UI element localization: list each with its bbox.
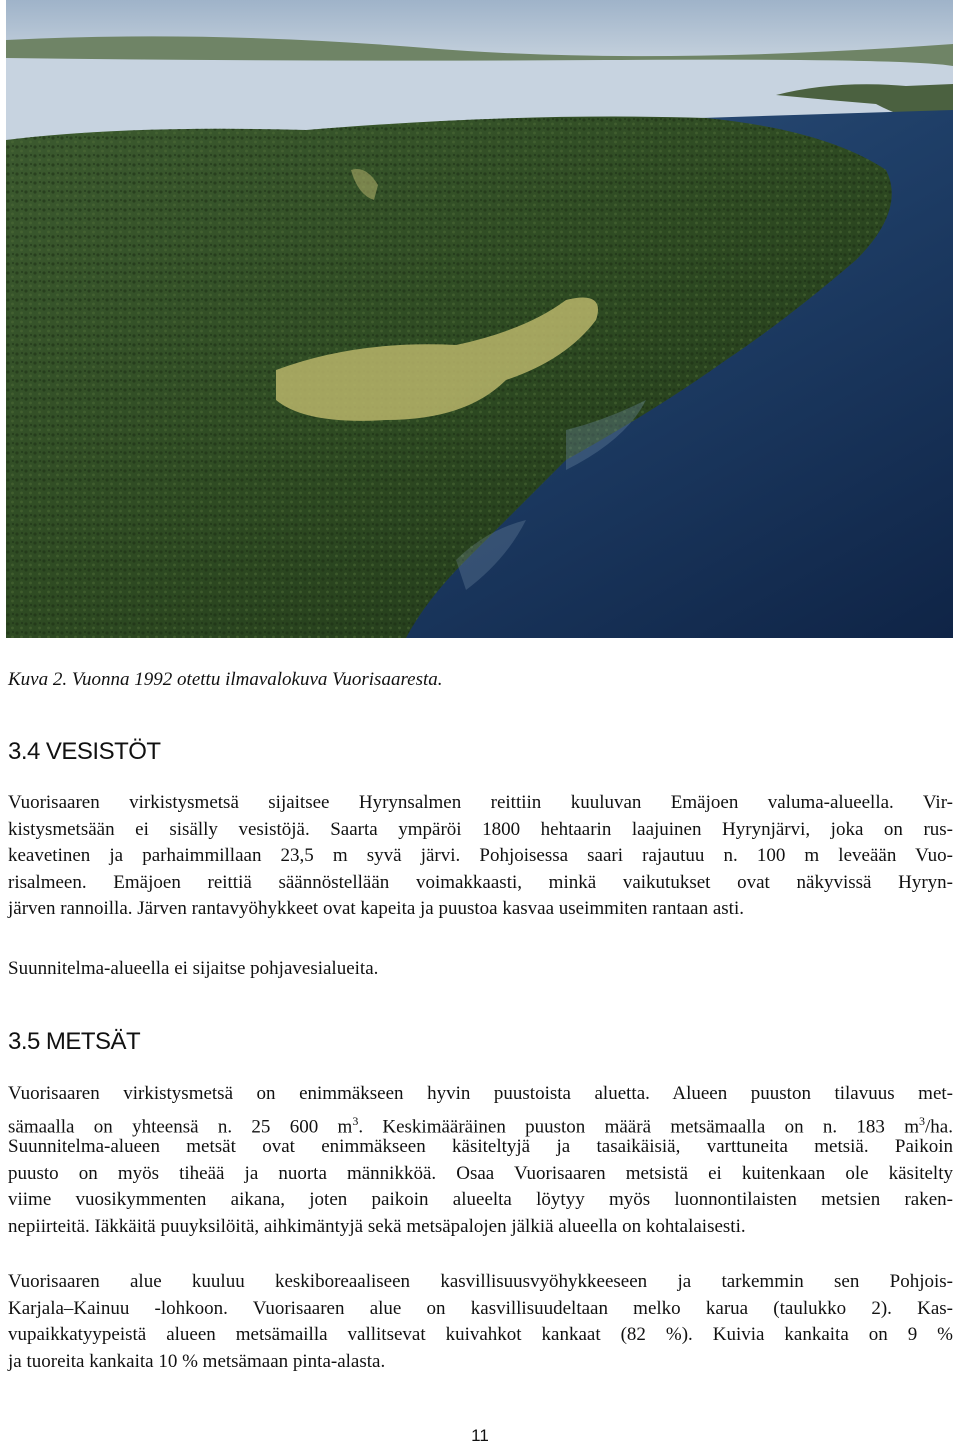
text-line: Suunnitelma-alueen metsät ovat enimmäkseen käsiteltyjä ja tasaikäisiä, varttuneita metsiä. Paikoin (8, 1136, 953, 1157)
text-line: Vuorisaaren virkistysmetsä sijaitsee Hyrynsalmen reittiin kuuluvan Emäjoen valuma-alueella. Vir- (8, 792, 953, 813)
text-line: järven rannoilla. Järven rantavyöhykkeet ovat kapeita ja puustoa kasvaa useimmiten rantaan asti. (8, 898, 744, 919)
text-line: puusto on myös tiheää ja nuorta männikköä. Osaa Vuorisaaren metsistä ei kuitenkaan ole käsitelty (8, 1162, 953, 1184)
text-line: vupaikkatyypeistä alueen metsämailla vallitsevat kuivahkot kankaat (82 %). Kuivia kankaita on 9 % (8, 1324, 953, 1345)
text-line (8, 1108, 953, 1135)
text-line: Karjala–Kainuu -lohkoon. Vuorisaaren alue on kasvillisuudeltaan melko karua (taulukko 2). Kas- (8, 1297, 953, 1319)
section-number: 3.5 (8, 1028, 40, 1055)
section-title: METSÄT (45, 1028, 141, 1055)
text-line: Vuorisaaren virkistysmetsä on enimmäkseen hyvin puustoista aluetta. Alueen puuston tilavuus met- (8, 1083, 953, 1104)
figure-caption: Kuva 2. Vuonna 1992 otettu ilmavalokuva Vuorisaaresta. (8, 669, 443, 690)
text-line: ja tuoreita kankaita 10 % metsämaan pinta-alasta. (8, 1350, 386, 1372)
paragraph-vesistot (8, 790, 953, 923)
text-line: keavetinen ja parhaimmillaan 23,5 m syvä järvi. Pohjoisessa saari rajautuu n. 100 m leveään Vuo- (8, 845, 953, 866)
text-line: viime vuosikymmenten aikana, joten paikoin alueelta löytyy myös luonnontilaisten metsien raken- (8, 1189, 953, 1210)
paragraph-metsat (8, 1081, 953, 1240)
section-heading-vesistot (8, 738, 161, 766)
section-title: VESISTÖT (45, 738, 161, 765)
text-line: Vuorisaaren alue kuuluu keskiboreaaliseen kasvillisuusvyöhykkeeseen ja tarkemmin sen Pohjois- (8, 1271, 953, 1292)
text-line: kistysmetsään ei sisälly vesistöjä. Saarta ympäröi 1800 hehtaarin laajuinen Hyrynjärvi, joka on rus- (8, 818, 953, 840)
section-heading-metsat (8, 1028, 140, 1056)
section-number: 3.4 (8, 738, 40, 765)
text-fragment: . Keskimääräinen puuston määrä metsämaalla on n. 183 m (358, 1115, 920, 1137)
paragraph-pohjavesi (8, 956, 953, 983)
text-line: risalmeen. Emäjoen reittiä säännöstellään voimakkaasti, minkä vaikutukset ovat näkyvissä Hyryn- (8, 871, 953, 893)
paragraph-kasvillisuus (8, 1269, 953, 1375)
text-line: nepiirteitä. Iäkkäitä puuyksilöitä, aihkimäntyjä sekä metsäpalojen jälkiä alueella on kohtalaisesti. (8, 1215, 746, 1237)
text-fragment: /ha. (925, 1115, 953, 1137)
superscript: 3 (352, 1113, 359, 1128)
page-number: 11 (471, 1426, 489, 1445)
aerial-photo (6, 0, 953, 638)
superscript: 3 (919, 1113, 926, 1128)
text-line: Suunnitelma-alueella ei sijaitse pohjavesialueita. (8, 958, 379, 979)
text-fragment: sämaalla on yhteensä n. 25 600 m (8, 1115, 353, 1137)
